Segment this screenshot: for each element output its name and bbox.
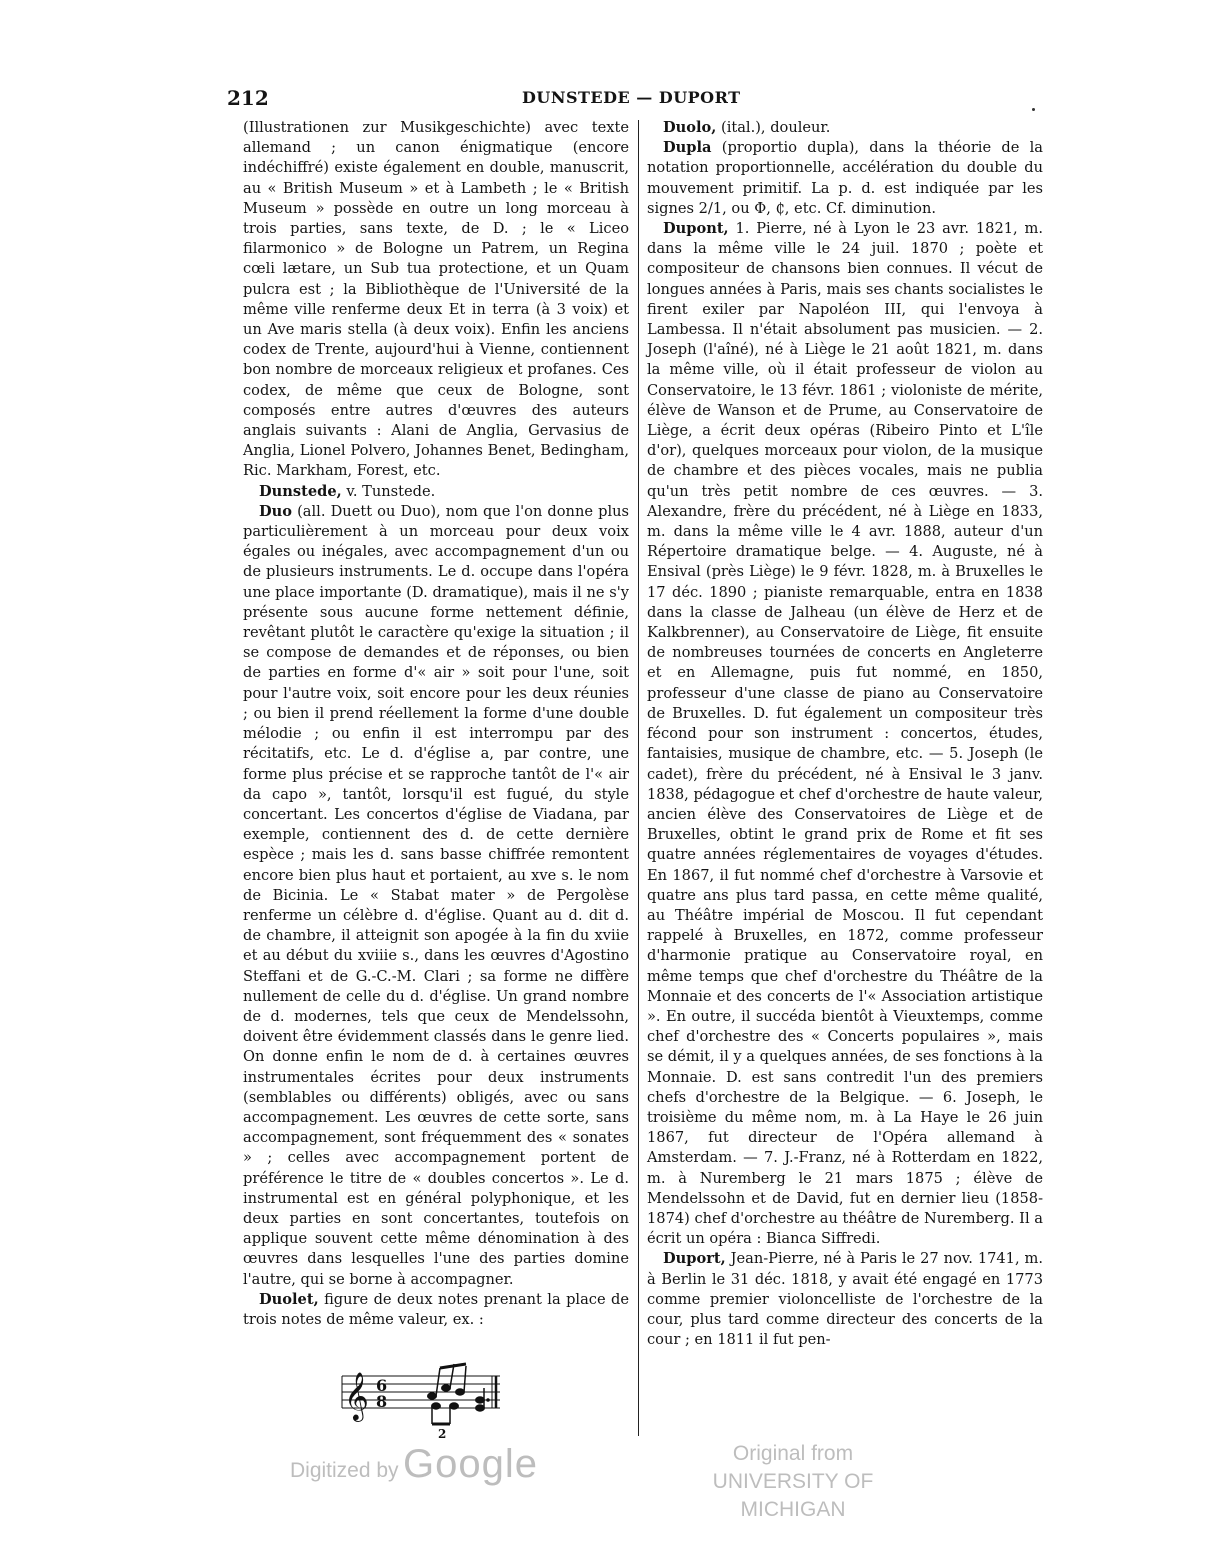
entry-duolo: Duolo, (ital.), douleur.: [663, 119, 831, 136]
entry-dupla: Dupla (proportio dupla), dans la théorie de la notation proportionnelle, accélération du double du mouvement primitif. La p. d. est indiquée par les signes 2/1, ou Φ, ₵, etc. Cf. diminution.: [647, 139, 1043, 217]
watermark-google: Google: [403, 1442, 538, 1486]
column-divider: [638, 120, 639, 1436]
duolet-music-example: [340, 1362, 510, 1440]
right-column: [647, 118, 1043, 1350]
page-number: 212: [227, 86, 269, 110]
watermark-university: UNIVERSITY OF MICHIGAN: [712, 1470, 874, 1521]
duolet-notes: [428, 1364, 490, 1424]
running-head: DUNSTEDE — DUPORT: [522, 88, 741, 107]
entry-dunstede: Dunstede, v. Tunstede.: [259, 482, 436, 500]
treble-clef-icon: 𝄞: [344, 1371, 369, 1420]
entry-continuation: (Illustrationen zur Musikgeschichte) avec texte allemand ; un canon énigmatique (encore indéchiffré) existe également en double, manuscrit, au « British Museum » et à Lambeth ; le « British Museum » possède en outre un long morceau à trois parties, sans texte, de D. ; le « Liceo filarmonico » de Bologne un Patrem, un Regina cœli lætare, un Sub tua protectione, et un Quam pulcra est ; la Bibliothèque de l'Université de la même ville renferme deux Et in terra (à 3 voix) et un Ave maris stella (à deux voix). Enfin les anciens codex de Trente, aujourd'hui à Vienne, contiennent bon nombre de morceaux religieux et profanes. Ces codex, de même que ceux de Bologne, sont composés entre autres d'œuvres des auteurs anglais suivants : Alani de Anglia, Gervasius de Anglia, Lionel Polvero, Johannes Benet, Bedingham, Ric. Markham, Forest, etc.: [243, 119, 629, 480]
watermark-original-from: Original from: [732, 1442, 854, 1465]
time-sig-bottom: 8: [376, 1392, 388, 1411]
watermark-digitized-by: Digitized by: [290, 1459, 399, 1482]
page-header: [227, 86, 1047, 116]
entry-dupont: Dupont, 1. Pierre, né à Lyon le 23 avr. 1821, m. dans la même ville le 24 juil. 1870 ; poète et compositeur de chansons bien connues. Il vécut de longues années à Paris, mais ses chants socialistes le firent exiler par Napoléon III, qui l'envoya à Lambessa. Il n'était absolument pas musicien. — 2. Joseph (l'aîné), né à Liège le 21 août 1821, m. dans la même ville, où il était professeur de violon au Conservatoire, le 13 févr. 1861 ; violoniste de mérite, élève de Wanson et de Prume, au Conservatoire de Liège, a écrit deux opéras (Ribeiro Pinto et L'île d'or), quelques morceaux pour violon, de la musique de chambre et des pièces vocales, mais ne publia qu'un très petit nombre de ces œuvres. — 3. Alexandre, frère du précédent, né à Liège en 1833, m. dans la même ville le 4 avr. 1888, auteur d'un Répertoire dramatique belge. — 4. Auguste, né à Ensival (près Liège) le 9 févr. 1828, m. à Bruxelles le 17 déc. 1890 ; pianiste remarquable, entra en 1838 dans la classe de Jalheau (un élève de Herz et de Kalkbrenner), au Conservatoire de Liège, fit ensuite de nombreuses tournées de concerts en Angleterre et en Allemagne, puis fut nommé, en 1850, professeur d'une classe de piano au Conservatoire de Bruxelles. D. fut également un compositeur très fécond pour son instrument : concertos, études, fantaisies, musique de chambre, etc. — 5. Joseph (le cadet), frère du précédent, né à Ensival le 3 janv. 1838, pédagogue et chef d'orchestre de haute valeur, ancien élève des Conservatoires de Liège et de Bruxelles, obtint le grand prix de Rome et fit ses quatre années réglementaires de voyages d'études. En 1867, il fut nommé chef d'orchestre à Varsovie et quatre ans plus tard passa, en cette même qualité, au Théâtre impérial de Moscou. Il fut cependant rappelé à Bruxelles, en 1872, comme professeur d'harmonie pratique au Conservatoire royal, en même temps que chef d'orchestre du Théâtre de la Monnaie et des concerts de l'« Association artistique ». En outre, il succéda bientôt à Vieuxtemps, comme chef d'orchestre des « Concerts populaires », mais se démit, il y a quelques années, de ses fonctions à la Monnaie. D. est sans contredit l'un des premiers chefs d'orchestre de la Belgique. — 6. Joseph, le troisième du même nom, m. à La Haye le 26 juin 1867, fut directeur de l'Opéra allemand à Amsterdam. — 7. J.-Franz, né à Rotterdam en 1822, m. à Nuremberg le 21 mars 1875 ; élève de Mendelssohn et de David, fut en dernier lieu (1858-1874) chef d'orchestre au théâtre de Nuremberg. Il a écrit un opéra : Bianca Siffredi.: [647, 220, 1043, 1248]
left-column: [243, 118, 629, 1330]
university-watermark: [668, 1440, 918, 1524]
entry-duport: Duport, Jean-Pierre, né à Paris le 27 nov. 1741, m. à Berlin le 31 déc. 1818, y avait été engagé en 1773 comme premier violoncelliste de l'orchestre de la cour, plus tard comme directeur des concerts de la cour ; en 1811 il fut pen-: [647, 1250, 1043, 1349]
google-watermark: [290, 1442, 538, 1487]
duolet-number: 2: [438, 1427, 447, 1440]
entry-duo: Duo (all. Duett ou Duo), nom que l'on donne plus particulièrement à un morceau pour deux voix égales ou inégales, avec accompagnement d'un ou de plusieurs instruments. Le d. occupe dans l'opéra une place importante (D. dramatique), mais il ne s'y présente sous aucune forme nettement définie, revêtant plutôt le caractère qu'exige la situation ; il se compose de demandes et de réponses, ou bien de parties en forme d'« air » soit pour l'une, soit pour l'autre voix, soit encore pour les deux réunies ; ou bien il prend réellement la forme d'une double mélodie ; ou enfin il est interrompu par des récitatifs, etc. Le d. d'église a, par contre, une forme plus précise et se rapproche tantôt de l'« air da capo », tantôt, lorsqu'il est fugué, du style concertant. Les concertos d'église de Viadana, par exemple, contiennent des d. de cette dernière espèce ; mais les d. sans basse chiffrée remontent encore bien plus haut et portaient, au xve s. le nom de Bicinia. Le « Stabat mater » de Pergolèse renferme un célèbre d. d'église. Quant au d. dit d. de chambre, il atteignit son apogée à la fin du xviie et au début du xviiie s., dans les œuvres d'Agostino Steffani et de G.-C.-M. Clari ; sa forme ne diffère nullement de celle du d. d'église. Un grand nombre de d. modernes, tels que ceux de Mendelssohn, doivent être évidemment classés dans le genre lied. On donne enfin le nom de d. à certaines œuvres instrumentales écrites pour deux instruments (semblables ou différents) obligés, avec ou sans accompagnement. Les œuvres de cette sorte, sans accompagnement, sont fréquemment des « sonates » ; celles avec accompagnement portent de préférence le titre de « doubles concertos ». Le d. instrumental est en général polyphonique, et les deux parties en sont concertantes, toutefois on applique souvent cette même dénomination à des œuvres dans lesquelles l'une des parties domine l'autre, qui se borne à accompagner.: [243, 502, 629, 1288]
speck: [1032, 108, 1035, 111]
time-sig-top: 6: [376, 1376, 388, 1395]
entry-duolet: Duolet, figure de deux notes prenant la place de trois notes de même valeur, ex. :: [243, 1290, 629, 1328]
